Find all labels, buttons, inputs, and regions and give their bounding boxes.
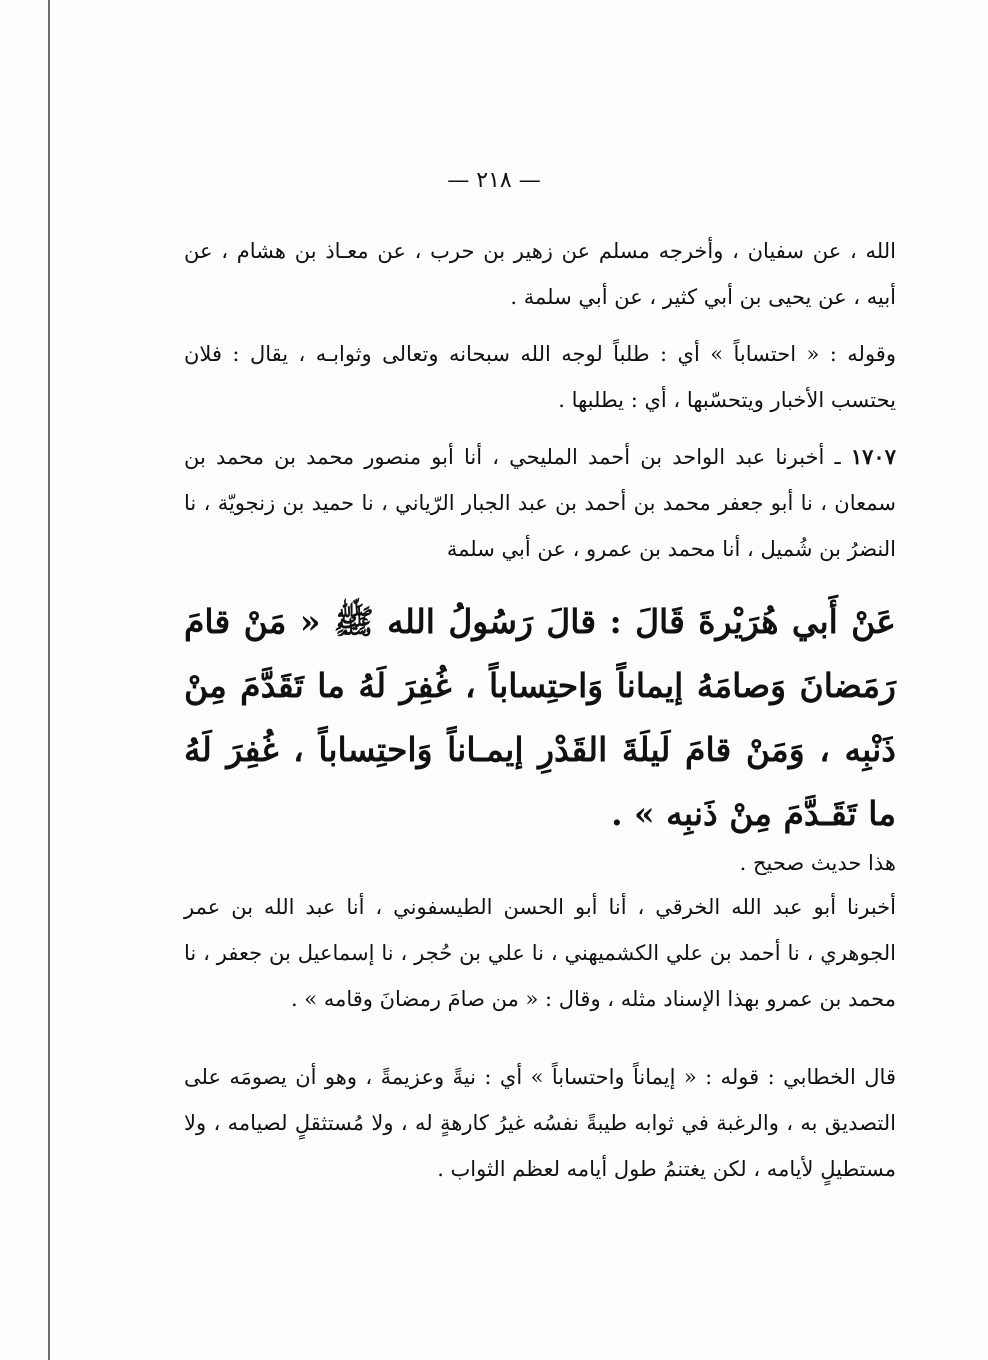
paragraph-explanation — [184, 331, 896, 423]
hadith-number: ١٧٠٧ — [850, 444, 896, 469]
khattabi-text: قال الخطابي : قوله : « إيماناً واحتساباً » أي : نيةً وعزيمةً ، وهو أن يصومَه على التصديق به ، والرغبة في ثوابه طيبةً نفسُه غيرُ كارهةٍ له ، ولا مُستثقلٍ لصيامه ، ولا مستطيلٍ لأيامه ، لكن يغتنمُ طول أيامه لعظم الثواب . — [184, 1065, 896, 1181]
paragraph-continuation — [184, 228, 896, 320]
paragraph-second-chain — [184, 884, 896, 1022]
isnad-paragraph — [184, 434, 896, 572]
paragraph-khattabi — [184, 1054, 896, 1192]
binding-edge-line — [48, 0, 50, 1360]
continuation-text: الله ، عن سفيان ، وأخرجه مسلم عن زهير بن حرب ، عن معـاذ بن هشام ، عن أبيه ، عن يحيى بن أبي كثير ، عن أبي سلمة . — [184, 239, 896, 309]
explanation-text: وقوله : « احتساباً » أي : طلباً لوجه الله سبحانه وتعالى وثوابـه ، يقال : فلان يحتسب الأخبار ويتحسّبها ، أي : يطلبها . — [184, 342, 896, 412]
hadith-grading — [184, 840, 896, 886]
hadith-matn — [184, 590, 896, 846]
page-number: — ٢١٨ — — [447, 168, 541, 193]
grading-text: هذا حديث صحيح . — [739, 851, 896, 875]
matn-text: عَنْ أَبي هُرَيْرةَ قَالَ : قالَ رَسُولُ الله ﷺ « مَنْ قامَ رَمَضانَ وَصامَهُ إيماناً وَاحتِساباً ، غُفِرَ لَهُ ما تَقَدَّمَ مِنْ ذَنْبِه ، وَمَنْ قامَ لَيلَةَ القَدْرِ إيمـاناً وَاحتِساباً ، غُفِرَ لَهُ ما تَقَـدَّمَ مِنْ ذَنبِه » . — [184, 602, 896, 833]
isnad-text: ـ أخبرنا عبد الواحد بن أحمد المليحي ، أنا أبو منصور محمد بن محمد بن سمعان ، نا أبو جعفر محمد بن أحمد بن عبد الجبار الرّياني ، نا حميد بن زنجويّة ، نا النضرُ بن شُميل ، أنا محمد بن عمرو ، عن أبي سلمة — [184, 445, 896, 561]
hadith-isnad — [184, 434, 896, 572]
second-chain-text: أخبرنا أبو عبد الله الخرقي ، أنا أبو الحسن الطيسفوني ، أنا عبد الله بن عمر الجوهري ، نا أحمد بن علي الكشميهني ، نا علي بن حُجر ، نا إسماعيل بن جعفر ، نا محمد بن عمرو بهذا الإسناد مثله ، وقال : « من صامَ رمضانَ وقامه » . — [184, 895, 896, 1011]
